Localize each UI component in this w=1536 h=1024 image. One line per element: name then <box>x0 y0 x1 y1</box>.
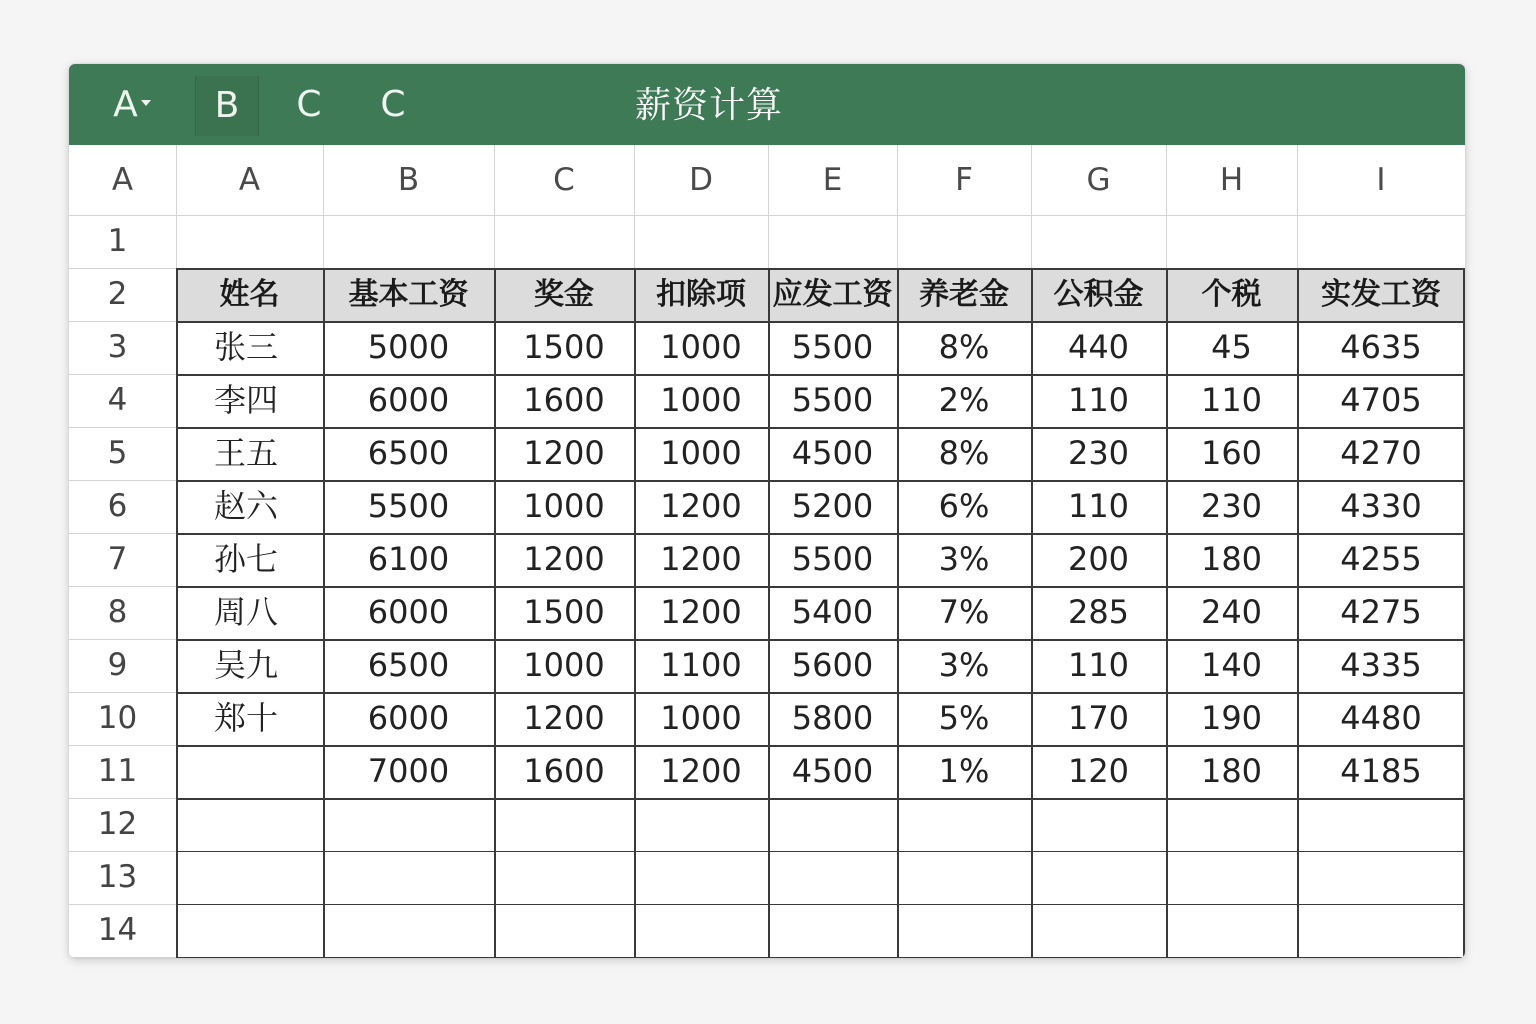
chevron-down-icon <box>141 100 151 106</box>
table-cell[interactable]: 1200 <box>523 699 605 737</box>
table-header-cell[interactable]: 公积金 <box>1053 277 1144 312</box>
toolbar-c2-label: C <box>380 84 406 125</box>
bold-button[interactable] <box>195 76 259 136</box>
table-cell[interactable]: 285 <box>1067 593 1130 631</box>
table-header-cell[interactable]: 养老金 <box>919 277 1009 312</box>
table-cell[interactable]: 1100 <box>660 646 742 684</box>
table-cell[interactable]: 230 <box>1067 434 1130 472</box>
table-cell[interactable]: 1% <box>938 752 990 790</box>
row-header-2[interactable]: 2 <box>107 276 128 312</box>
table-cell[interactable]: 1200 <box>660 540 742 578</box>
table-cell[interactable]: 1000 <box>660 328 742 366</box>
table-cell[interactable]: 4255 <box>1340 540 1422 578</box>
table-cell[interactable]: 1500 <box>523 593 605 631</box>
table-cell[interactable]: 240 <box>1200 593 1263 631</box>
table-cell[interactable]: 230 <box>1200 487 1263 525</box>
name-cell[interactable]: 张三 <box>214 328 279 366</box>
table-cell[interactable]: 3% <box>938 646 990 684</box>
table-cell[interactable]: 8% <box>938 434 990 472</box>
table-cell[interactable]: 4635 <box>1340 328 1422 366</box>
corner-cell[interactable]: A <box>111 162 134 198</box>
table-cell[interactable]: 180 <box>1200 540 1263 578</box>
table-border <box>897 268 899 957</box>
table-cell[interactable]: 120 <box>1067 752 1130 790</box>
table-border <box>1463 268 1465 957</box>
table-cell[interactable]: 1200 <box>660 593 742 631</box>
table-border <box>176 639 1464 641</box>
title-bar <box>69 64 1465 145</box>
table-border <box>634 268 636 957</box>
table-cell[interactable]: 200 <box>1067 540 1130 578</box>
toolbar-button-c1[interactable] <box>281 64 337 145</box>
name-cell[interactable]: 王五 <box>214 434 279 472</box>
table-cell[interactable]: 5% <box>938 699 990 737</box>
column-header-a[interactable]: A <box>238 162 261 198</box>
column-header-c[interactable]: C <box>553 162 575 198</box>
table-border <box>1166 268 1168 957</box>
table-cell[interactable]: 1500 <box>523 328 605 366</box>
table-header-cell[interactable]: 个税 <box>1201 277 1262 312</box>
grid-line <box>69 215 1465 216</box>
table-border <box>176 957 1464 958</box>
table-cell[interactable]: 440 <box>1067 328 1130 366</box>
row-header-14[interactable]: 14 <box>97 912 138 948</box>
table-cell[interactable]: 140 <box>1200 646 1263 684</box>
sheet-title: 薪资计算 <box>634 85 783 126</box>
table-border <box>176 268 178 957</box>
table-cell[interactable]: 5000 <box>367 328 450 366</box>
name-cell[interactable]: 周八 <box>214 593 279 631</box>
table-border <box>176 692 1464 694</box>
table-header-cell[interactable]: 应发工资 <box>772 277 893 312</box>
table-cell[interactable]: 5600 <box>791 646 874 684</box>
table-cell[interactable]: 5400 <box>791 593 874 631</box>
table-cell[interactable]: 5500 <box>367 487 450 525</box>
name-cell[interactable]: 李四 <box>214 381 279 419</box>
table-border <box>176 586 1464 588</box>
font-style-button[interactable] <box>97 64 167 145</box>
table-cell[interactable]: 1000 <box>660 434 742 472</box>
table-border <box>176 904 1464 905</box>
row-header-10[interactable]: 10 <box>97 700 138 736</box>
table-cell[interactable]: 6500 <box>367 646 450 684</box>
column-header-i[interactable]: I <box>1376 162 1386 198</box>
table-cell[interactable]: 5200 <box>791 487 874 525</box>
table-cell[interactable]: 4335 <box>1340 646 1422 684</box>
row-header-3[interactable]: 3 <box>107 329 128 365</box>
table-cell[interactable]: 1200 <box>660 487 742 525</box>
column-header-f[interactable]: F <box>955 162 973 198</box>
table-cell[interactable]: 1000 <box>660 699 742 737</box>
name-cell[interactable]: 吴九 <box>214 646 279 684</box>
bold-label: B <box>214 85 240 126</box>
table-header-cell[interactable]: 姓名 <box>219 277 280 312</box>
table-cell[interactable]: 7000 <box>367 752 450 790</box>
table-border <box>176 533 1464 535</box>
column-header-b[interactable]: B <box>397 162 420 198</box>
name-cell[interactable]: 郑十 <box>214 699 279 737</box>
table-cell[interactable]: 2% <box>938 381 990 419</box>
table-border <box>1297 268 1299 957</box>
table-cell[interactable]: 190 <box>1200 699 1263 737</box>
table-border <box>176 745 1464 747</box>
table-cell[interactable]: 6100 <box>367 540 450 578</box>
table-header-cell[interactable]: 实发工资 <box>1321 277 1441 312</box>
table-cell[interactable]: 1600 <box>523 381 605 419</box>
column-header-d[interactable]: D <box>689 162 713 198</box>
table-header-cell[interactable]: 奖金 <box>534 277 594 312</box>
column-header-h[interactable]: H <box>1219 162 1244 198</box>
toolbar-c1-label: C <box>296 84 322 125</box>
table-cell[interactable]: 5500 <box>791 381 874 419</box>
table-cell[interactable]: 7% <box>938 593 990 631</box>
name-cell[interactable]: 孙七 <box>214 540 279 578</box>
table-cell[interactable]: 6000 <box>367 699 450 737</box>
row-header-9[interactable]: 9 <box>107 647 128 683</box>
table-cell[interactable]: 180 <box>1200 752 1263 790</box>
table-cell[interactable]: 4270 <box>1340 434 1422 472</box>
table-cell[interactable]: 1200 <box>523 540 605 578</box>
table-cell[interactable]: 110 <box>1067 646 1130 684</box>
table-cell[interactable]: 4480 <box>1340 699 1422 737</box>
table-cell[interactable]: 170 <box>1067 699 1130 737</box>
table-cell[interactable]: 6000 <box>367 381 450 419</box>
row-header-6[interactable]: 6 <box>107 488 128 524</box>
table-border <box>176 798 1464 800</box>
row-header-5[interactable]: 5 <box>107 435 128 471</box>
table-cell[interactable]: 5800 <box>791 699 874 737</box>
table-cell[interactable]: 110 <box>1067 381 1130 419</box>
column-header-g[interactable]: G <box>1086 162 1111 198</box>
toolbar-button-c2[interactable] <box>365 64 421 145</box>
table-cell[interactable]: 1600 <box>523 752 605 790</box>
row-header-7[interactable]: 7 <box>107 541 128 577</box>
table-cell[interactable]: 4275 <box>1340 593 1422 631</box>
table-border <box>768 268 770 957</box>
table-cell[interactable]: 1000 <box>523 646 605 684</box>
table-cell[interactable]: 1200 <box>660 752 742 790</box>
table-border <box>494 268 496 957</box>
table-header-cell[interactable]: 扣除项 <box>656 277 746 312</box>
table-cell[interactable]: 6000 <box>367 593 450 631</box>
spreadsheet-window <box>69 64 1465 958</box>
name-cell[interactable]: 赵六 <box>214 487 279 525</box>
table-cell[interactable]: 5500 <box>791 540 874 578</box>
table-border <box>323 268 325 957</box>
table-cell[interactable]: 1000 <box>523 487 605 525</box>
table-cell[interactable]: 3% <box>938 540 990 578</box>
table-border <box>176 374 1464 376</box>
table-cell[interactable]: 1200 <box>523 434 605 472</box>
table-cell[interactable]: 8% <box>938 328 990 366</box>
table-cell[interactable]: 4705 <box>1340 381 1422 419</box>
row-header-13[interactable]: 13 <box>97 859 138 895</box>
table-border <box>1031 268 1033 957</box>
table-cell[interactable]: 6% <box>938 487 990 525</box>
table-cell[interactable]: 160 <box>1200 434 1263 472</box>
font-style-label: A <box>113 84 138 125</box>
table-cell[interactable]: 4330 <box>1340 487 1422 525</box>
table-cell[interactable]: 4185 <box>1340 752 1422 790</box>
table-border <box>176 480 1464 482</box>
table-cell[interactable]: 5500 <box>791 328 874 366</box>
table-border <box>176 268 1464 270</box>
table-cell[interactable]: 110 <box>1067 487 1130 525</box>
row-header-12[interactable]: 12 <box>97 806 138 842</box>
table-cell[interactable]: 4500 <box>791 752 874 790</box>
table-header-cell[interactable]: 基本工资 <box>348 277 469 312</box>
row-header-11[interactable]: 11 <box>97 753 138 789</box>
column-header-e[interactable]: E <box>822 162 843 198</box>
table-cell[interactable]: 4500 <box>791 434 874 472</box>
table-cell[interactable]: 6500 <box>367 434 450 472</box>
row-header-8[interactable]: 8 <box>107 594 128 630</box>
table-border <box>176 427 1464 429</box>
table-cell[interactable]: 1000 <box>660 381 742 419</box>
table-cell[interactable]: 45 <box>1211 328 1252 366</box>
name-cell[interactable] <box>176 745 323 798</box>
table-border <box>176 851 1464 852</box>
table-cell[interactable]: 110 <box>1200 381 1263 419</box>
table-border <box>176 321 1464 323</box>
row-header-1[interactable]: 1 <box>107 223 128 259</box>
row-header-4[interactable]: 4 <box>107 382 128 418</box>
